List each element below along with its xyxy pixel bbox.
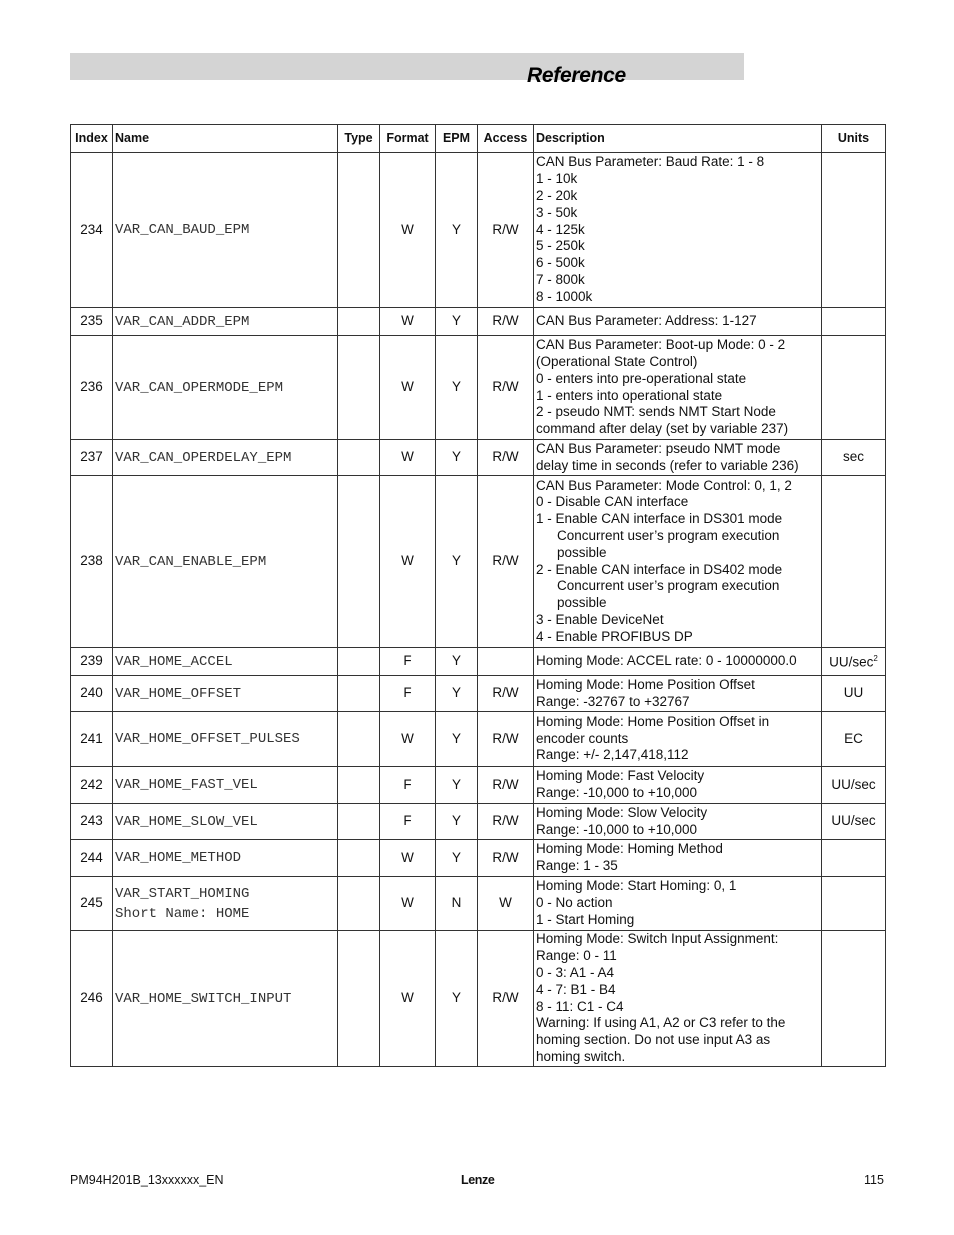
description-line: possible xyxy=(557,595,607,611)
cell-format: W xyxy=(380,931,436,1067)
cell-type xyxy=(338,804,380,840)
description-line: 2 - 20k xyxy=(536,188,578,203)
cell-description xyxy=(534,476,822,648)
cell-description xyxy=(534,767,822,804)
cell-format: F xyxy=(380,648,436,676)
description-line: 8 - 1000k xyxy=(536,288,593,304)
description-line: 0 - enters into pre-operational state xyxy=(536,370,747,386)
cell-type xyxy=(338,931,380,1067)
cell-units xyxy=(822,153,886,308)
table-row xyxy=(71,877,886,931)
cell-index: 237 xyxy=(71,440,113,476)
cell-name xyxy=(113,476,338,648)
description-line: 2 - Enable CAN interface in DS402 mode xyxy=(536,561,783,577)
cell-format: W xyxy=(380,440,436,476)
cell-format: W xyxy=(380,877,436,931)
cell-units xyxy=(822,308,886,336)
cell-description xyxy=(534,804,822,840)
cell-type xyxy=(338,336,380,440)
name-line: VAR_CAN_BAUD_EPM xyxy=(115,222,250,238)
cell-index: 239 xyxy=(71,648,113,676)
cell-description xyxy=(534,840,822,877)
cell-access: R/W xyxy=(478,676,534,712)
cell-index: 238 xyxy=(71,476,113,648)
table-header-row xyxy=(71,125,886,153)
name-line: VAR_HOME_ACCEL xyxy=(115,653,233,670)
description-line: homing section. Do not use input A3 as xyxy=(536,1032,771,1048)
cell-description xyxy=(534,648,822,676)
header-access: Access xyxy=(478,125,534,153)
name-line: VAR_START_HOMING xyxy=(115,885,250,902)
cell-index: 243 xyxy=(71,804,113,840)
cell-access: R/W xyxy=(478,336,534,440)
cell-type xyxy=(338,877,380,931)
cell-index: 244 xyxy=(71,840,113,877)
name-line: VAR_HOME_SWITCH_INPUT xyxy=(115,990,292,1007)
description-line: Concurrent user’s program execution xyxy=(557,578,780,594)
cell-index: 241 xyxy=(71,712,113,767)
table-row xyxy=(71,767,886,804)
cell-type xyxy=(338,712,380,767)
cell-units xyxy=(822,931,886,1067)
section-title: Reference xyxy=(527,64,626,87)
cell-format: W xyxy=(380,308,436,336)
cell-format: F xyxy=(380,804,436,840)
cell-description xyxy=(534,877,822,931)
description-line: Homing Mode: ACCEL rate: 0 - 10000000.0 xyxy=(536,653,797,669)
units-text: UU xyxy=(843,685,864,701)
units-superscript: 2 xyxy=(873,654,878,664)
cell-access: R/W xyxy=(478,840,534,877)
cell-type xyxy=(338,840,380,877)
description-line: 4 - 7: B1 - B4 xyxy=(536,981,616,997)
cell-access: R/W xyxy=(478,712,534,767)
cell-epm: Y xyxy=(436,476,478,648)
description-line: 8 - 11: C1 - C4 xyxy=(536,998,624,1014)
description-line: command after delay (set by variable 237) xyxy=(536,421,789,437)
description-line: 1 - 10k xyxy=(536,171,578,187)
cell-name xyxy=(113,840,338,877)
header-type: Type xyxy=(338,125,380,153)
name-line: VAR_HOME_OFFSET xyxy=(115,685,242,702)
cell-name xyxy=(113,804,338,840)
table-row xyxy=(71,476,886,648)
name-line: VAR_HOME_METHOD xyxy=(115,850,242,866)
description-line: encoder counts xyxy=(536,730,629,746)
cell-index: 246 xyxy=(71,931,113,1067)
name-line: VAR_HOME_FAST_VEL xyxy=(115,777,258,793)
cell-access: R/W xyxy=(478,931,534,1067)
cell-access: R/W xyxy=(478,767,534,804)
description-line: possible xyxy=(557,544,607,560)
cell-epm: Y xyxy=(436,840,478,877)
footer-doc-id: PM94H201B_13xxxxxx_EN xyxy=(70,1173,224,1187)
cell-epm: Y xyxy=(436,153,478,308)
cell-type xyxy=(338,676,380,712)
cell-name xyxy=(113,767,338,804)
cell-description xyxy=(534,712,822,767)
footer-brand-logo: Lenze xyxy=(461,1173,495,1187)
table-row xyxy=(71,712,886,767)
cell-epm: Y xyxy=(436,648,478,676)
description-line: 0 - Disable CAN interface xyxy=(536,494,689,510)
cell-format: W xyxy=(380,153,436,308)
cell-epm: Y xyxy=(436,336,478,440)
cell-access: R/W xyxy=(478,440,534,476)
description-line: homing switch. xyxy=(536,1048,626,1064)
cell-format: F xyxy=(380,676,436,712)
header-name: Name xyxy=(113,125,338,153)
table-row xyxy=(71,931,886,1067)
cell-units xyxy=(822,440,886,476)
cell-epm: Y xyxy=(436,440,478,476)
description-line: CAN Bus Parameter: Boot-up Mode: 0 - 2 xyxy=(536,337,786,353)
description-line: CAN Bus Parameter: pseudo NMT mode xyxy=(536,440,781,456)
description-line: 4 - Enable PROFIBUS DP xyxy=(536,628,693,644)
cell-units xyxy=(822,877,886,931)
description-line: Range: -10,000 to +10,000 xyxy=(536,821,698,837)
description-line: Homing Mode: Fast Velocity xyxy=(536,768,705,784)
cell-format: W xyxy=(380,840,436,877)
description-line: Homing Mode: Homing Method xyxy=(536,841,723,857)
cell-units xyxy=(822,712,886,767)
cell-units xyxy=(822,336,886,440)
cell-description xyxy=(534,308,822,336)
table-row xyxy=(71,440,886,476)
description-line: 7 - 800k xyxy=(536,271,585,287)
description-line: 1 - Start Homing xyxy=(536,911,635,927)
name-line: VAR_CAN_ADDR_EPM xyxy=(115,313,250,330)
cell-units xyxy=(822,476,886,648)
parameter-table xyxy=(70,124,886,1067)
footer-page-number: 115 xyxy=(864,1173,884,1187)
name-line: Short Name: HOME xyxy=(115,905,250,922)
cell-type xyxy=(338,476,380,648)
description-line: Homing Mode: Slow Velocity xyxy=(536,804,708,820)
cell-epm: Y xyxy=(436,712,478,767)
cell-access: R/W xyxy=(478,476,534,648)
description-line: Homing Mode: Home Position Offset in xyxy=(536,713,770,729)
cell-format: W xyxy=(380,336,436,440)
table-row xyxy=(71,153,886,308)
description-line: 1 - enters into operational state xyxy=(536,387,723,403)
description-line: 0 - No action xyxy=(536,895,613,911)
description-line: Warning: If using A1, A2 or C3 refer to the xyxy=(536,1015,786,1031)
table-row xyxy=(71,804,886,840)
cell-description xyxy=(534,676,822,712)
table-row xyxy=(71,308,886,336)
cell-description xyxy=(534,931,822,1067)
cell-name xyxy=(113,440,338,476)
cell-access: R/W xyxy=(478,153,534,308)
cell-type xyxy=(338,308,380,336)
cell-units xyxy=(822,804,886,840)
cell-index: 236 xyxy=(71,336,113,440)
cell-description xyxy=(534,336,822,440)
cell-type xyxy=(338,767,380,804)
cell-units xyxy=(822,648,886,676)
cell-access xyxy=(478,648,534,676)
description-line: 6 - 500k xyxy=(536,255,585,271)
description-line: Homing Mode: Home Position Offset xyxy=(536,676,755,692)
cell-name xyxy=(113,877,338,931)
description-line: 4 - 125k xyxy=(536,221,585,237)
cell-name xyxy=(113,648,338,676)
name-line: VAR_CAN_ENABLE_EPM xyxy=(115,553,267,570)
units-text: EC xyxy=(844,730,863,746)
cell-units xyxy=(822,676,886,712)
cell-access: R/W xyxy=(478,308,534,336)
cell-name xyxy=(113,931,338,1067)
cell-name xyxy=(113,712,338,767)
description-line: 1 - Enable CAN interface in DS301 mode xyxy=(536,511,783,527)
cell-format: W xyxy=(380,476,436,648)
description-line: 5 - 250k xyxy=(536,238,585,254)
cell-access: R/W xyxy=(478,804,534,840)
description-line: 3 - Enable DeviceNet xyxy=(536,611,664,627)
cell-type xyxy=(338,440,380,476)
cell-index: 245 xyxy=(71,877,113,931)
name-line: VAR_CAN_OPERMODE_EPM xyxy=(115,379,284,396)
table-row xyxy=(71,840,886,877)
name-line: VAR_HOME_SLOW_VEL xyxy=(115,813,258,830)
table-row xyxy=(71,336,886,440)
cell-description xyxy=(534,153,822,308)
cell-name xyxy=(113,308,338,336)
cell-epm: Y xyxy=(436,931,478,1067)
description-line: Homing Mode: Switch Input Assignment: xyxy=(536,931,779,947)
table-row xyxy=(71,648,886,676)
header-format: Format xyxy=(380,125,436,153)
description-line: Range: -32767 to +32767 xyxy=(536,693,690,709)
units-text: sec xyxy=(842,449,864,465)
cell-index: 240 xyxy=(71,676,113,712)
header-units: Units xyxy=(822,125,886,153)
description-line: Range: +/- 2,147,418,112 xyxy=(536,747,689,763)
cell-index: 235 xyxy=(71,308,113,336)
units-text: UU/sec xyxy=(831,813,876,829)
description-line: 2 - pseudo NMT: sends NMT Start Node xyxy=(536,404,776,420)
cell-name xyxy=(113,336,338,440)
cell-epm: Y xyxy=(436,308,478,336)
description-line: 3 - 50k xyxy=(536,204,578,220)
cell-type xyxy=(338,153,380,308)
table-row xyxy=(71,676,886,712)
cell-epm: Y xyxy=(436,804,478,840)
cell-type xyxy=(338,648,380,676)
description-line: CAN Bus Parameter: Address: 1-127 xyxy=(536,313,757,329)
header-index: Index xyxy=(71,125,113,153)
header-epm: EPM xyxy=(436,125,478,153)
cell-format: W xyxy=(380,712,436,767)
description-line: Range: 1 - 35 xyxy=(536,858,618,873)
cell-epm: Y xyxy=(436,767,478,804)
description-line: Range: -10,000 to +10,000 xyxy=(536,785,698,800)
description-line: 0 - 3: A1 - A4 xyxy=(536,964,615,980)
cell-access: W xyxy=(478,877,534,931)
header-description: Description xyxy=(534,125,822,153)
name-line: VAR_HOME_OFFSET_PULSES xyxy=(115,731,300,747)
name-line: VAR_CAN_OPERDELAY_EPM xyxy=(115,449,292,466)
cell-epm: N xyxy=(436,877,478,931)
header-band xyxy=(70,53,744,80)
description-line: (Operational State Control) xyxy=(536,353,698,369)
cell-units xyxy=(822,840,886,877)
description-line: CAN Bus Parameter: Baud Rate: 1 - 8 xyxy=(536,154,765,170)
cell-name xyxy=(113,153,338,308)
description-line: CAN Bus Parameter: Mode Control: 0, 1, 2 xyxy=(536,477,792,493)
cell-epm: Y xyxy=(436,676,478,712)
description-line: Concurrent user’s program execution xyxy=(557,527,780,543)
cell-description xyxy=(534,440,822,476)
cell-format: F xyxy=(380,767,436,804)
cell-name xyxy=(113,676,338,712)
description-line: Homing Mode: Start Homing: 0, 1 xyxy=(536,878,737,894)
units-text: UU/sec xyxy=(829,654,874,670)
cell-index: 242 xyxy=(71,767,113,804)
cell-index: 234 xyxy=(71,153,113,308)
units-text: UU/sec xyxy=(831,776,876,792)
table-body xyxy=(71,153,886,1067)
description-line: Range: 0 - 11 xyxy=(536,948,617,964)
cell-units xyxy=(822,767,886,804)
description-line: delay time in seconds (refer to variable 236) xyxy=(536,457,799,473)
